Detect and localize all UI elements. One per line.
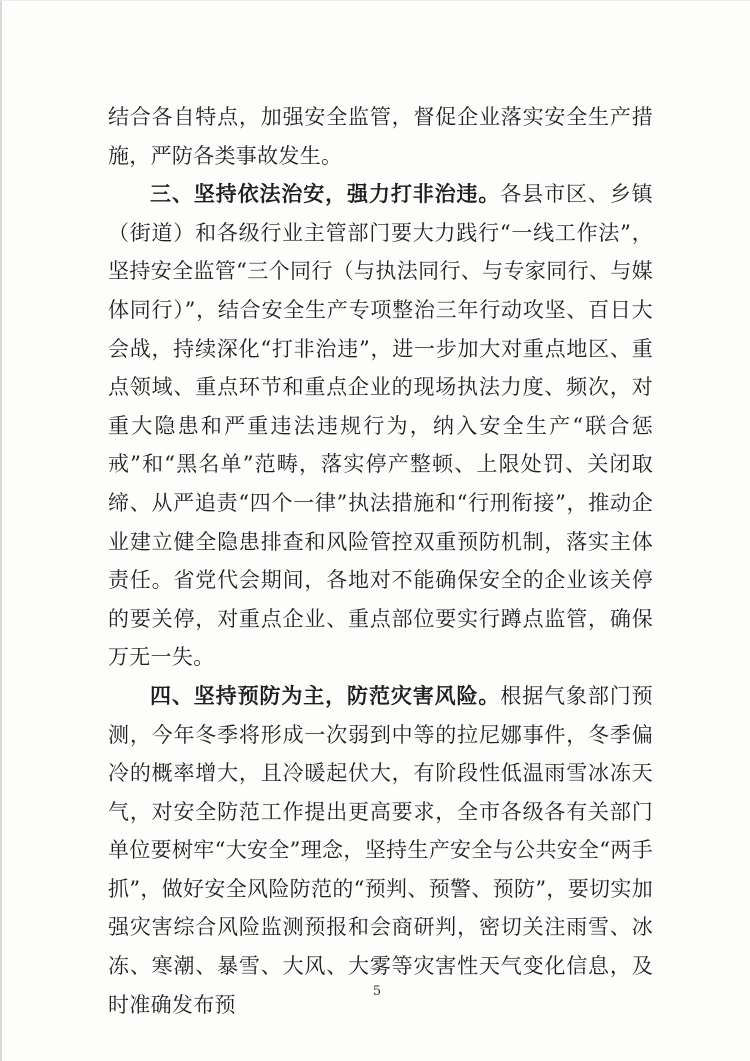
paragraph-continuation	[108, 98, 653, 175]
paragraph-text: 各县市区、乡镇（街道）和各级行业主管部门要大力践行“一线工作法”，坚持安全监管“三个同行（与执法同行、与专家同行、与媒体同行）”，结合安全生产专项整治三年行动攻坚、百日大会战，持续深化“打非治违”，进一步加大对重点地区、重点领域、重点环节和重点企业的现场执法力度、频次，对重大隐患和严重违法违规行为，纳入安全生产“联合惩戒”和“黑名单”范畴，落实停产整顿、上限处罚、关闭取缔、从严追责“四个一律”执法措施和“行刑衔接”，推动企业建立健全隐患排查和风险管控双重预防机制，落实主体责任。省党代会期间，各地对不能确保安全的企业该关停的要关停，对重点企业、重点部位要实行蹲点监管，确保万无一失。	[108, 182, 653, 670]
paragraph-text: 结合各自特点，加强安全监管，督促企业落实安全生产措施，严防各类事故发生。	[108, 105, 653, 168]
body-text	[108, 98, 653, 1024]
section-heading-four: 四、坚持预防为主，防范灾害风险。	[150, 682, 501, 708]
page-number: 5	[372, 984, 382, 999]
section-heading-three: 三、坚持依法治安，强力打非治违。	[150, 181, 501, 207]
paragraph-text: 根据气象部门预测，今年冬季将形成一次弱到中等的拉尼娜事件，冬季偏冷的概率增大，且冷暖起伏大，有阶段性低温雨雪冰冻天气，对安全防范工作提出更高要求，全市各级各有关部门单位要树牢“大安全”理念，坚持生产安全与公共安全“两手抓”，做好安全风险防范的“预判、预警、预防”，要切实加强灾害综合风险监测预报和会商研判，密切关注雨雪、冰冻、寒潮、暴雪、大风、大雾等灾害性天气变化信息，及时准确发布预	[108, 683, 653, 1017]
paragraph-section-four	[108, 677, 653, 1024]
paragraph-section-three	[108, 175, 653, 677]
